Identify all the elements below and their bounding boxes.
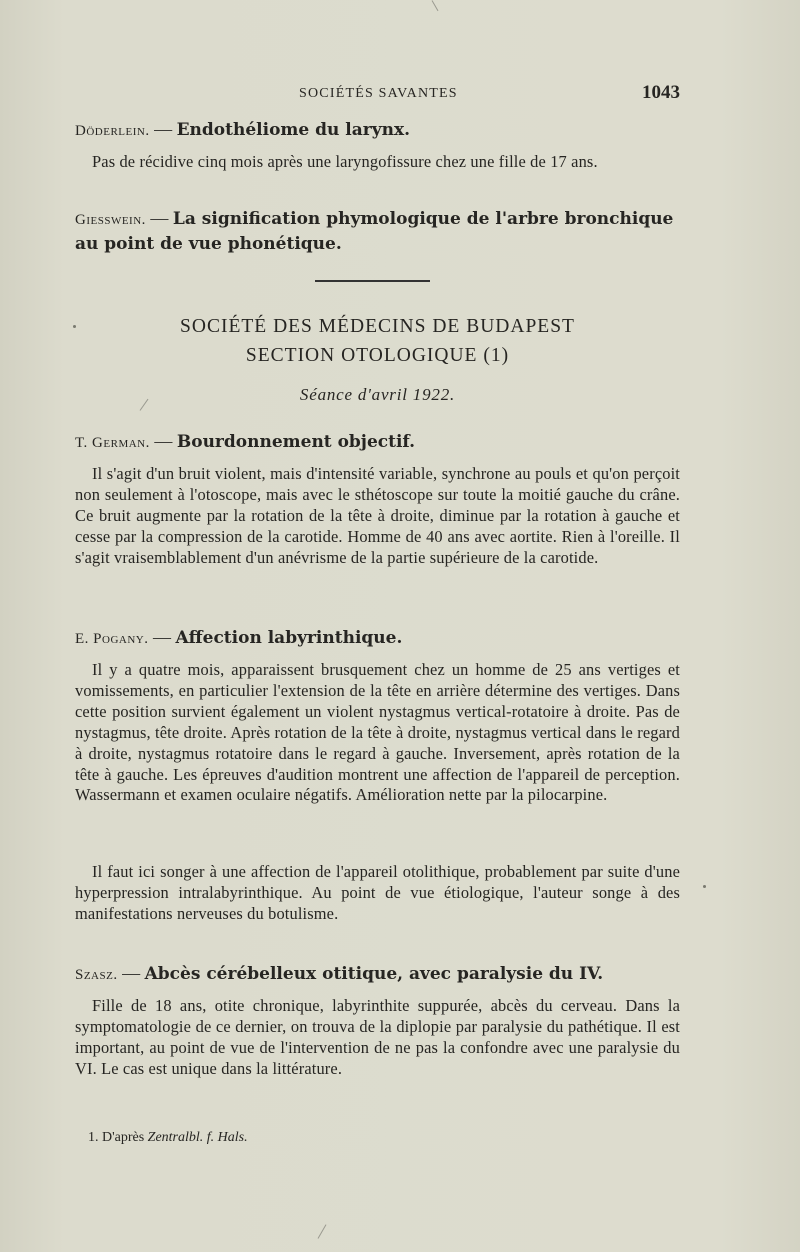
entry-author: Szasz. [75,967,118,983]
entry-separator: — [149,431,177,451]
entry-title: Bourdonnement objectif. [176,432,416,452]
section-divider [315,280,430,282]
entry-author: Döderlein. [75,123,150,139]
entry-heading [75,118,680,143]
scan-mark [432,0,439,11]
entry-title: Abcès cérébelleux otitique, avec paralysie du IV. [144,964,604,984]
entry-separator: — [117,963,145,983]
entry-author: Giesswein. [75,212,146,228]
entry-paragraph: Fille de 18 ans, otite chronique, labyrinthite suppurée, abcès du cerveau. Dans la symptomatologie de ce dernier, on trouva de la diplopie par paralysie du pathétique. Il est important, au point de vue de l'intervention de ne pas la confondre avec une paralysie du VI. Le cas est unique dans la littérature. [75,996,680,1078]
entry-heading [75,962,680,987]
footnote-source: Zentralbl. f. Hals. [147,1130,248,1145]
society-section: SECTION OTOLOGIQUE (1) [245,345,510,366]
entry-separator: — [145,208,173,228]
society-name: SOCIÉTÉ DES MÉDECINS DE BUDAPEST [180,316,575,337]
running-header [75,84,680,108]
entry-paragraph: Il faut ici songer à une affection de l'appareil otolithique, probablement par suite d'une hyperpression intralabyrinthique. Au point de vue étiologique, l'auteur songe à des manifestations nerveuses du botulisme. [75,862,680,923]
session-date: Séance d'avril 1922. [299,385,456,404]
entry-author: T. German. [75,435,150,451]
entry-title: Affection labyrinthique. [175,628,403,648]
entry-paragraph: Il s'agit d'un bruit violent, mais d'intensité variable, synchrone au pouls et qu'on perçoit non seulement à l'otoscope, mais avec le sthétoscope sur toute la moitié gauche du crâne. Ce bruit augmente par la rotation de la tête à droite, diminue par la rotation à gauche et cesse par la compression de la carotide. Homme de 40 ans avec aortite. Rien à l'oreille. Il s'agit vraisemblablement d'un anévrisme de la partie supérieure de la carotide. [75,464,680,567]
running-title: SOCIÉTÉS SAVANTES [299,86,458,101]
entry-paragraph: Pas de récidive cinq mois après une laryngofissure chez une fille de 17 ans. [92,152,598,171]
entry-heading [75,430,680,455]
footnote-prefix: D'après [102,1130,145,1145]
entry-paragraph: Il y a quatre mois, apparaissent brusquement chez un homme de 25 ans vertiges et vomissements, en particulier l'extension de la tête en arrière détermine des vertiges. Dans cette position survient également un violent nystagmus vertical-rotatoire à droite. Pas de nystagmus, tête droite. Après rotation de la tête à droite, nystagmus vertical dans le regard à droite, nystagmus rotatoire dans le regard à gauche. Inversement, après rotation de la tête à gauche. Les épreuves d'audition montrent une affection de l'appareil de perception. Wassermann et examen oculaire négatifs. Amélioration nette par la pilocarpine. [75,660,680,805]
page-number: 1043 [642,82,680,103]
entry-heading [75,626,680,651]
entry-author: E. Pogany. [75,631,149,647]
entry-separator: — [148,627,176,647]
entry-title: Endothéliome du larynx. [176,120,411,140]
entry-separator: — [149,119,177,139]
scan-speck [703,885,706,888]
entry-title: La signification phymologique de l'arbre bronchique au point de vue phonétique. [75,209,674,254]
scan-mark [318,1224,327,1238]
entry-heading [75,207,680,256]
footnote-number: 1. [88,1130,99,1145]
footnote [88,1130,248,1146]
